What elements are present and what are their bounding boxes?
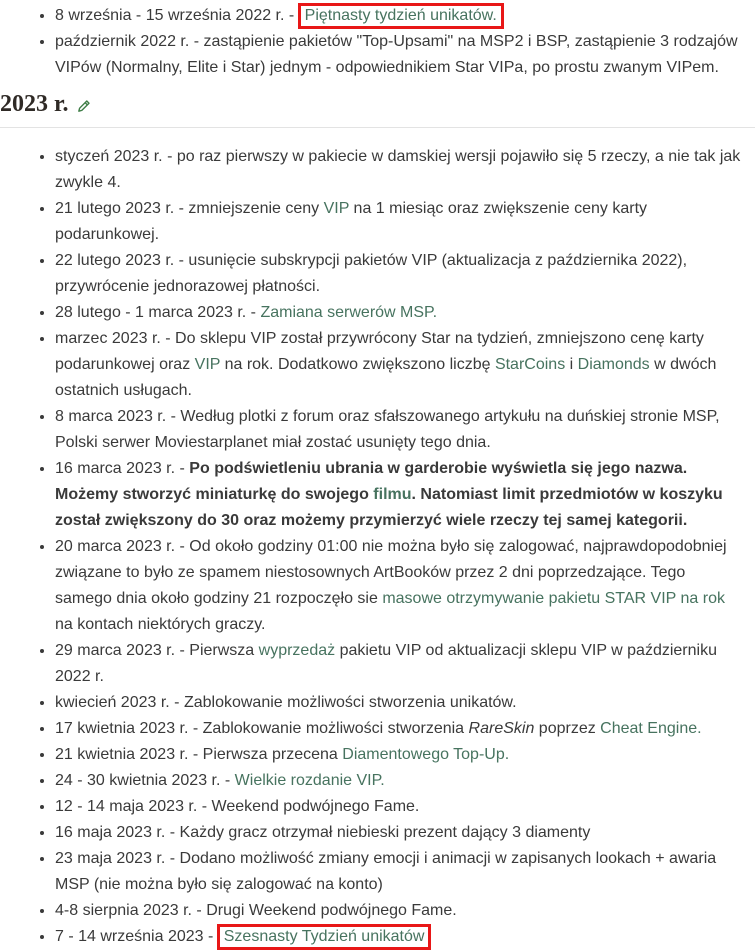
- wiki-link[interactable]: masowe otrzymywanie pakietu STAR VIP na rok: [382, 590, 725, 607]
- timeline-item: [55, 924, 743, 950]
- section-divider: [0, 127, 755, 128]
- wiki-link[interactable]: Wielkie rozdanie VIP.: [234, 772, 385, 789]
- plain-text: 17 kwietnia 2023 r. - Zablokowanie możliwości stworzenia: [55, 720, 469, 737]
- plain-text: październik 2022 r. - zastąpienie pakietów "Top-Upsami" na MSP2 i BSP, zastąpienie 3 rodzajów VIPów (Normalny, Elite i Star) jednym - odpowiednikiem Star VIPa, po prostu zwanym VIPem.: [55, 33, 738, 76]
- plain-text: marzec 2023 r. - Do sklepu VIP został przywrócony Star na tydzień, zmniejszono cenę karty podarunkowej oraz: [55, 330, 704, 373]
- wiki-link[interactable]: Diamonds: [577, 356, 650, 373]
- timeline-item: [55, 690, 743, 716]
- wiki-link[interactable]: wyprzedaż: [258, 642, 336, 659]
- plain-text: 20 marca 2023 r. - Od około godziny 01:00 nie można było się zalogować, najprawdopodobniej związane to było ze spamem niestosownych ArtBooków przez 2 dni poprzedzające. Tego samego dnia około godziny 21 rozpoczęło sie: [55, 538, 727, 607]
- plain-text: 24 - 30 kwietnia 2023 r. -: [55, 772, 235, 789]
- plain-text: pakietu VIP od aktualizacji sklepu VIP w październiku 2022 r.: [55, 642, 717, 685]
- plain-text: i: [565, 356, 578, 373]
- plain-text: 16 maja 2023 r. - Każdy gracz otrzymał niebieski prezent dający 3 diamenty: [55, 824, 591, 841]
- italic-text: RareSkin: [468, 720, 535, 737]
- plain-text: kwiecień 2023 r. - Zablokowanie możliwości stworzenia unikatów.: [55, 694, 517, 711]
- plain-text: 8 marca 2023 r. - Według plotki z forum oraz sfałszowanego artykułu na duńskiej stronie MSP, Polski serwer Moviestarplanet miał zostać usunięty tego dnia.: [55, 408, 720, 451]
- wiki-link[interactable]: Diamentowego Top-Up.: [342, 746, 510, 763]
- plain-text: w dwóch ostatnich usługach.: [55, 356, 717, 399]
- timeline-item: [55, 716, 743, 742]
- wiki-link[interactable]: Zamiana serwerów MSP.: [260, 304, 438, 321]
- wiki-link[interactable]: VIP: [194, 356, 221, 373]
- wiki-link[interactable]: Cheat Engine.: [600, 720, 702, 737]
- plain-text: 16 marca 2023 r. -: [55, 460, 190, 477]
- plain-text: 21 lutego 2023 r. - zmniejszenie ceny: [55, 200, 324, 217]
- plain-text: styczeń 2023 r. - po raz pierwszy w pakiecie w damskiej wersji pojawiło się 5 rzeczy, a nie tak jak zwykle 4.: [55, 148, 741, 191]
- timeline-item: [55, 196, 743, 248]
- plain-text: 22 lutego 2023 r. - usunięcie subskrypcji pakietów VIP (aktualizacja z października 2022), przywrócenie jednorazowej płatności.: [55, 252, 688, 295]
- plain-text: 28 lutego - 1 marca 2023 r. -: [55, 304, 261, 321]
- timeline-2023-list: [0, 144, 755, 950]
- plain-text: 7 - 14 września 2023 -: [55, 928, 218, 945]
- timeline-item: [55, 794, 743, 820]
- highlighted-wiki-link[interactable]: Piętnasty tydzień unikatów.: [298, 3, 504, 29]
- section-heading-text: 2023 r.: [0, 91, 69, 117]
- plain-text: 12 - 14 maja 2023 r. - Weekend podwójnego Fame.: [55, 798, 420, 815]
- timeline-item: [55, 300, 743, 326]
- timeline-item: [55, 144, 743, 196]
- timeline-item: [55, 248, 743, 300]
- plain-text: poprzez: [534, 720, 601, 737]
- wiki-link[interactable]: VIP: [323, 200, 350, 217]
- timeline-item: [55, 29, 743, 81]
- highlighted-wiki-link[interactable]: Szesnasty Tydzień unikatów: [217, 924, 432, 950]
- plain-text: 29 marca 2023 r. - Pierwsza: [55, 642, 259, 659]
- timeline-item: [55, 326, 743, 404]
- timeline-item: [55, 3, 743, 29]
- plain-text: na rok. Dodatkowo zwiększono liczbę: [220, 356, 495, 373]
- timeline-item: [55, 742, 743, 768]
- timeline-item: [55, 820, 743, 846]
- wiki-link[interactable]: filmu: [373, 486, 412, 503]
- plain-text: 23 maja 2023 r. - Dodano możliwość zmiany emocji i animacji w zapisanych lookach + awaria MSP (nie można było się zalogować na konto): [55, 850, 717, 893]
- timeline-item: [55, 898, 743, 924]
- timeline-item: [55, 456, 743, 534]
- plain-text: na kontach niektórych graczy.: [55, 616, 266, 633]
- bold-text: Po podświetleniu ubrania w garderobie wyświetla się jego nazwa. Możemy stworzyć miniaturkę do swojego: [55, 460, 688, 503]
- pre-heading-list: [0, 3, 755, 81]
- wiki-link[interactable]: StarCoins: [494, 356, 566, 373]
- section-heading-2023: [0, 90, 755, 118]
- bold-text: . Natomiast limit przedmiotów w koszyku został zwiększony do 30 oraz możemy przymierzyć wiele rzeczy tej samej kategorii.: [55, 486, 723, 529]
- plain-text: 21 kwietnia 2023 r. - Pierwsza przecena: [55, 746, 343, 763]
- timeline-item: [55, 404, 743, 456]
- timeline-item: [55, 534, 743, 638]
- plain-text: 4-8 sierpnia 2023 r. - Drugi Weekend podwójnego Fame.: [55, 902, 457, 919]
- plain-text: 8 września - 15 września 2022 r. -: [55, 7, 299, 24]
- timeline-item: [55, 638, 743, 690]
- plain-text: na 1 miesiąc oraz zwiększenie ceny karty podarunkowej.: [55, 200, 648, 243]
- timeline-item: [55, 846, 743, 898]
- timeline-item: [55, 768, 743, 794]
- pencil-icon[interactable]: [77, 99, 91, 113]
